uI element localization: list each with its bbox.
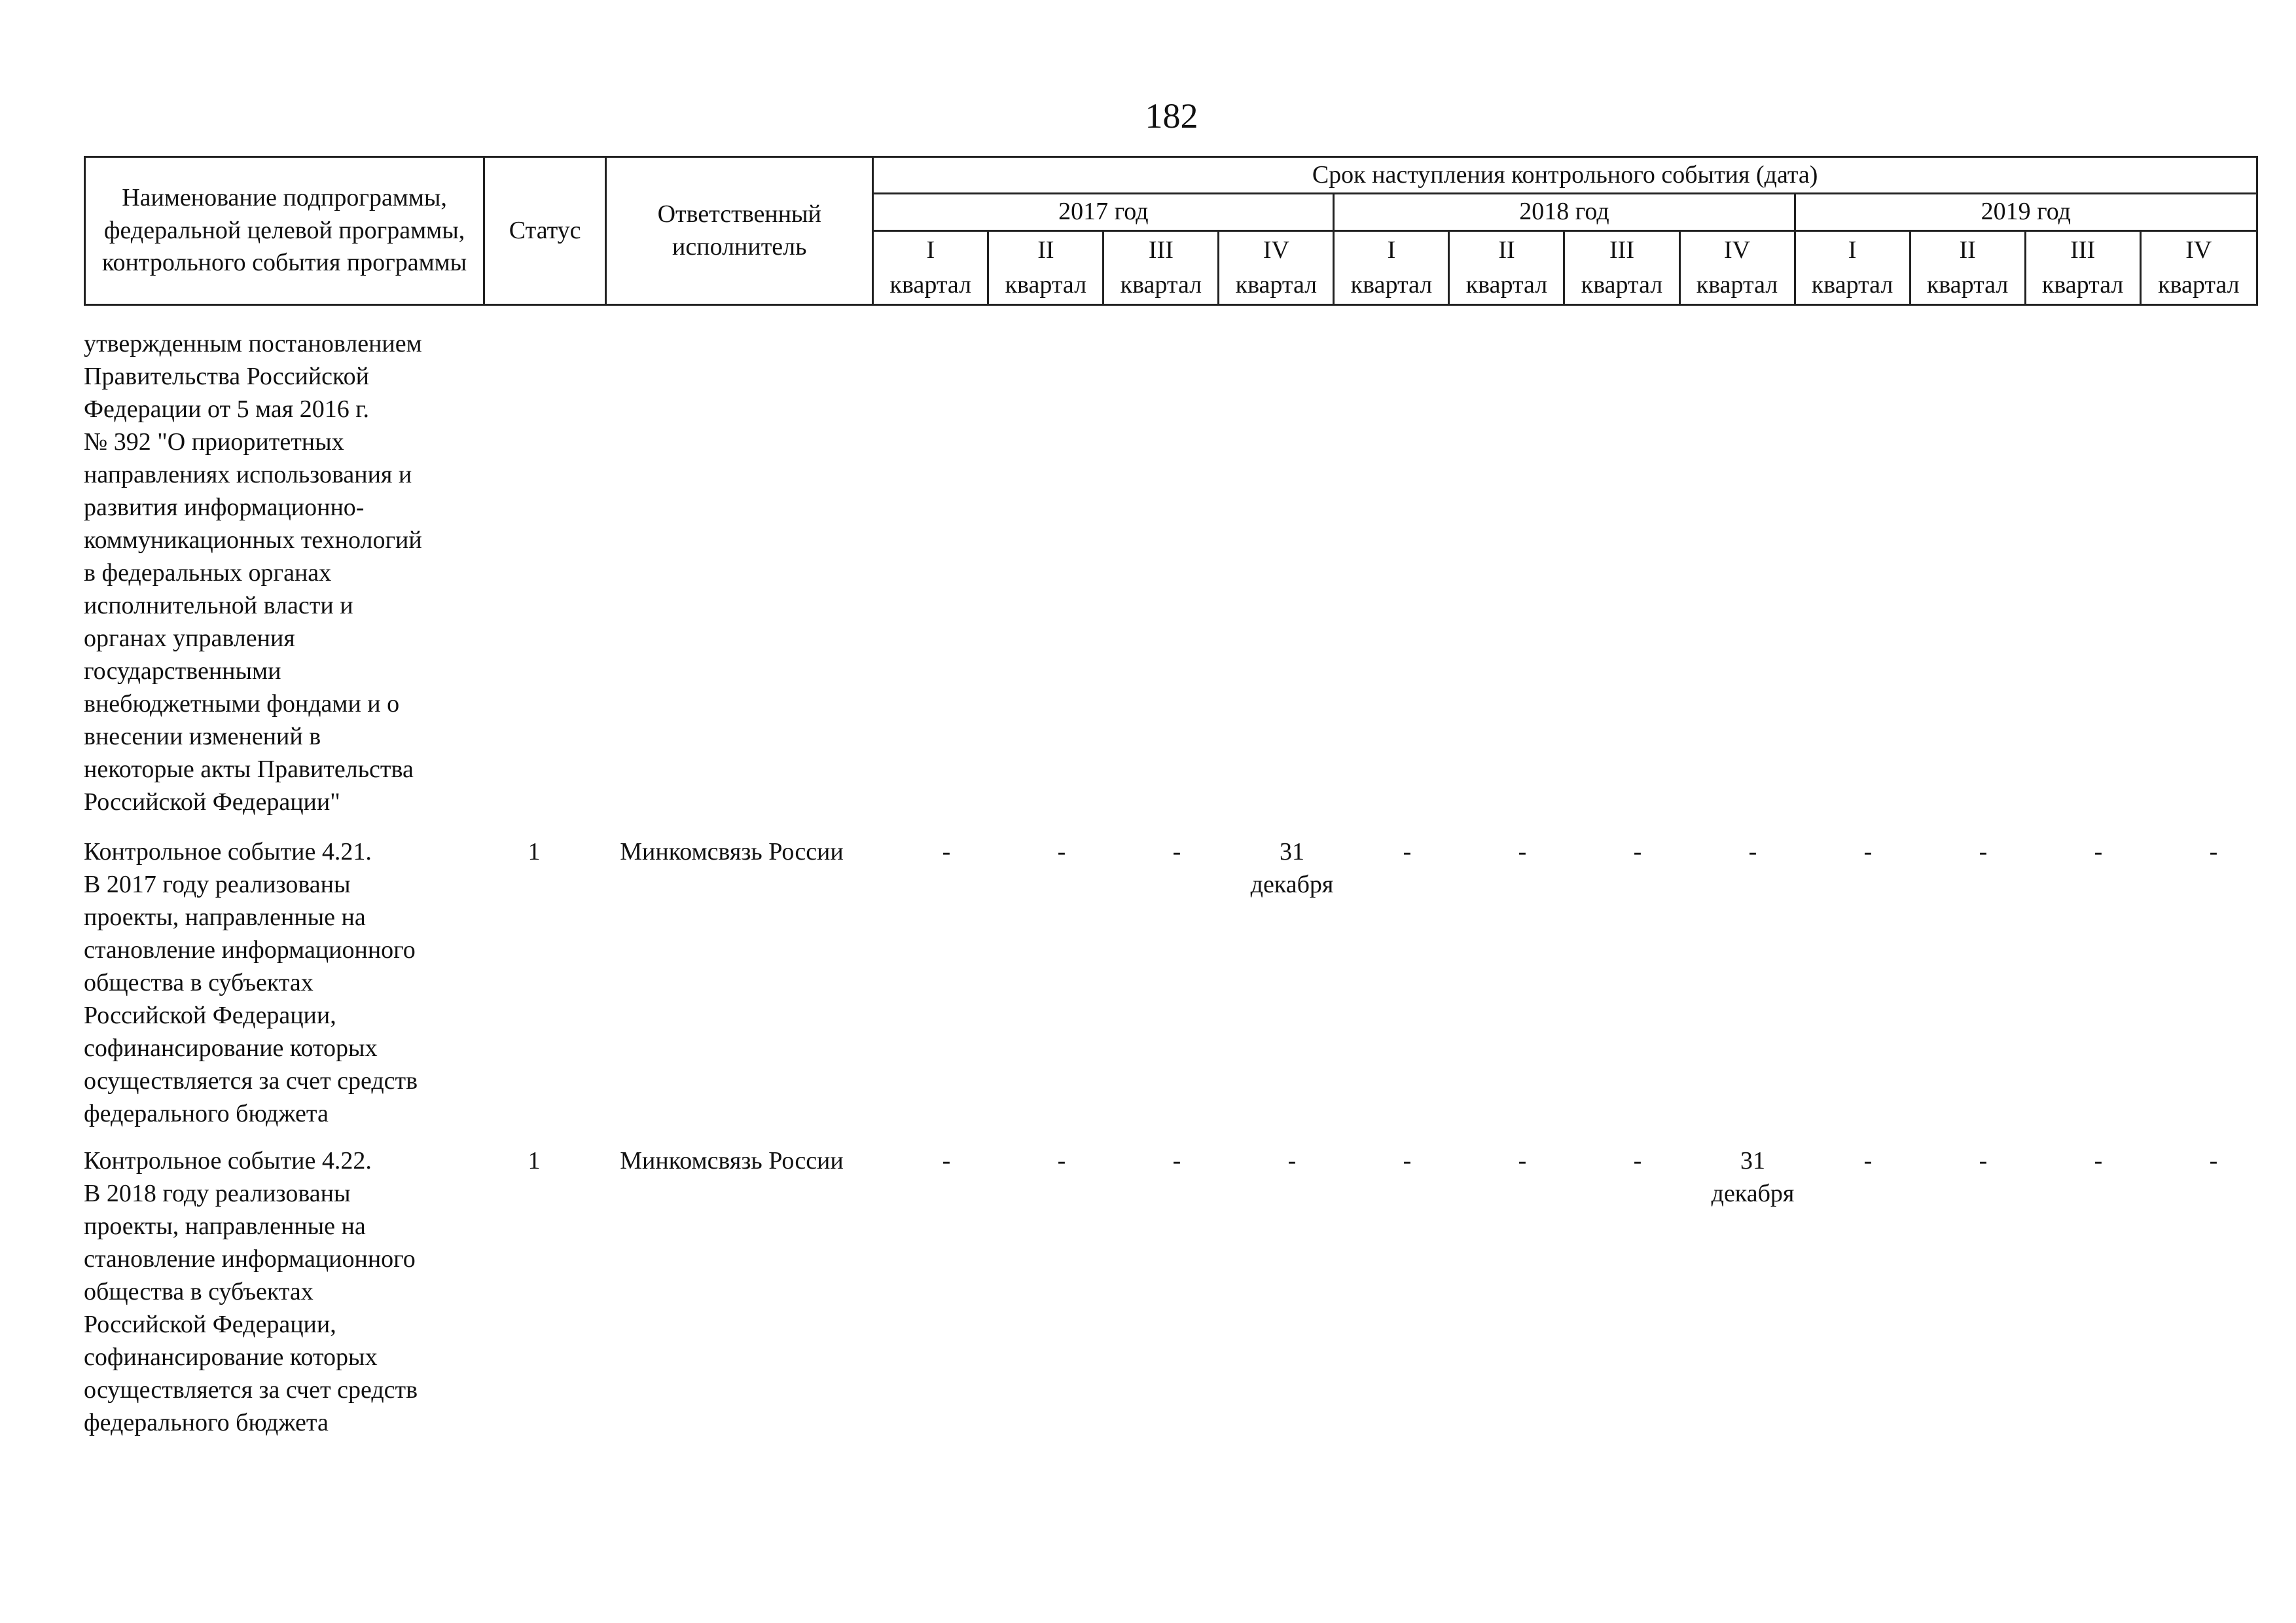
quarter-numeral: I bbox=[926, 236, 935, 264]
quarter-value: - bbox=[1979, 838, 1988, 866]
quarter-word: квартал bbox=[1926, 270, 2009, 299]
quarter-numeral: III bbox=[1148, 236, 1174, 264]
quarter-word: квартал bbox=[1581, 270, 1663, 299]
quarter-word: квартал bbox=[1120, 270, 1202, 299]
quarter-word: квартал bbox=[1235, 270, 1318, 299]
header-year-2019: 2019 год bbox=[1795, 194, 2257, 230]
header-quarter bbox=[988, 230, 1103, 304]
quarter-numeral: II bbox=[1498, 236, 1515, 264]
quarter-value: - bbox=[1287, 1147, 1297, 1175]
quarter-value: - bbox=[1748, 838, 1757, 866]
quarter-value: - bbox=[2094, 838, 2103, 866]
header-quarter bbox=[1679, 230, 1795, 304]
quarter-numeral: IV bbox=[2185, 236, 2212, 264]
quarter-numeral: I bbox=[1387, 236, 1396, 264]
quarter-value: - bbox=[1633, 1147, 1642, 1175]
quarter-numeral: I bbox=[1848, 236, 1857, 264]
quarter-numeral: II bbox=[1037, 236, 1054, 264]
quarter-word: квартал bbox=[889, 270, 972, 299]
quarter-word: квартал bbox=[1811, 270, 1893, 299]
quarter-value: - bbox=[1633, 838, 1642, 866]
quarter-numeral: IV bbox=[1723, 236, 1751, 264]
quarter-numeral: IV bbox=[1263, 236, 1289, 264]
quarter-word: квартал bbox=[2158, 270, 2240, 299]
header-quarter bbox=[1564, 230, 1679, 304]
quarter-value: - bbox=[1518, 1147, 1527, 1175]
quarter-value: - bbox=[1979, 1147, 1988, 1175]
quarter-value: - bbox=[1172, 838, 1181, 866]
quarter-value: - bbox=[1057, 838, 1066, 866]
event-name: Контрольное событие 4.22. В 2018 году реализованы проекты, направленные на становление информационного общества в субъектах Российской Федерации, софинансирование которых осуществляется за счет средств федерального бюджета bbox=[84, 1147, 418, 1436]
quarter-value: - bbox=[1403, 838, 1412, 866]
quarter-value: - bbox=[1403, 1147, 1412, 1175]
header-quarter bbox=[873, 230, 988, 304]
quarter-numeral: III bbox=[1609, 236, 1634, 264]
header-deadline: Срок наступления контрольного события (дата) bbox=[873, 157, 2257, 194]
header-year-2018: 2018 год bbox=[1334, 194, 1795, 230]
header-name-column: Наименование подпрограммы, федеральной целевой программы, контрольного события программы bbox=[85, 157, 484, 305]
quarter-value: - bbox=[2209, 838, 2218, 866]
quarter-value: - bbox=[1057, 1147, 1066, 1175]
header-quarter bbox=[2140, 230, 2257, 304]
event-status: 1 bbox=[528, 1147, 541, 1175]
quarter-value: - bbox=[1863, 1147, 1873, 1175]
header-quarter bbox=[1910, 230, 2025, 304]
quarter-value: - bbox=[2094, 1147, 2103, 1175]
header-status-column: Статус bbox=[484, 157, 606, 305]
quarter-word: квартал bbox=[1465, 270, 1548, 299]
quarter-value: - bbox=[1863, 838, 1873, 866]
quarter-numeral: III bbox=[2070, 236, 2096, 264]
header-quarter bbox=[1219, 230, 1334, 304]
quarter-value: - bbox=[942, 1147, 951, 1175]
quarter-value: - bbox=[2209, 1147, 2218, 1175]
header-quarter bbox=[2025, 230, 2140, 304]
quarter-numeral: II bbox=[1959, 236, 1976, 264]
quarter-value: - bbox=[1172, 1147, 1181, 1175]
quarter-value: - bbox=[942, 838, 951, 866]
schedule-table-header bbox=[84, 156, 2258, 306]
quarter-word: квартал bbox=[1350, 270, 1433, 299]
quarter-word: квартал bbox=[1696, 270, 1778, 299]
header-quarter bbox=[1103, 230, 1219, 304]
quarter-value: - bbox=[1518, 838, 1527, 866]
event-name: утвержденным постановлением Правительства Российской Федерации от 5 мая 2016 г. № 392 "О приоритетных направлениях использования и развития информационно- коммуникационных технологий в федеральных органах исполнительной власти и органах управления государственными внебюджетными фондами и о внесении изменений в некоторые акты Правительства Российской Федерации" bbox=[84, 330, 422, 816]
event-executor: Минкомсвязь России bbox=[620, 838, 844, 866]
page-number: 182 bbox=[1145, 96, 1198, 136]
quarter-value: 31 декабря bbox=[1711, 1147, 1795, 1207]
quarter-value: 31 декабря bbox=[1250, 838, 1334, 898]
quarter-word: квартал bbox=[1005, 270, 1087, 299]
header-executor-column: Ответственный исполнитель bbox=[606, 157, 873, 305]
quarter-word: квартал bbox=[2041, 270, 2124, 299]
event-name: Контрольное событие 4.21. В 2017 году реализованы проекты, направленные на становление информационного общества в субъектах Российской Федерации, софинансирование которых осуществляется за счет средств федерального бюджета bbox=[84, 838, 418, 1127]
event-executor: Минкомсвязь России bbox=[620, 1147, 844, 1175]
event-status: 1 bbox=[528, 838, 541, 866]
header-quarter bbox=[1795, 230, 1910, 304]
header-year-2017: 2017 год bbox=[873, 194, 1334, 230]
header-quarter bbox=[1449, 230, 1564, 304]
header-quarter bbox=[1334, 230, 1449, 304]
